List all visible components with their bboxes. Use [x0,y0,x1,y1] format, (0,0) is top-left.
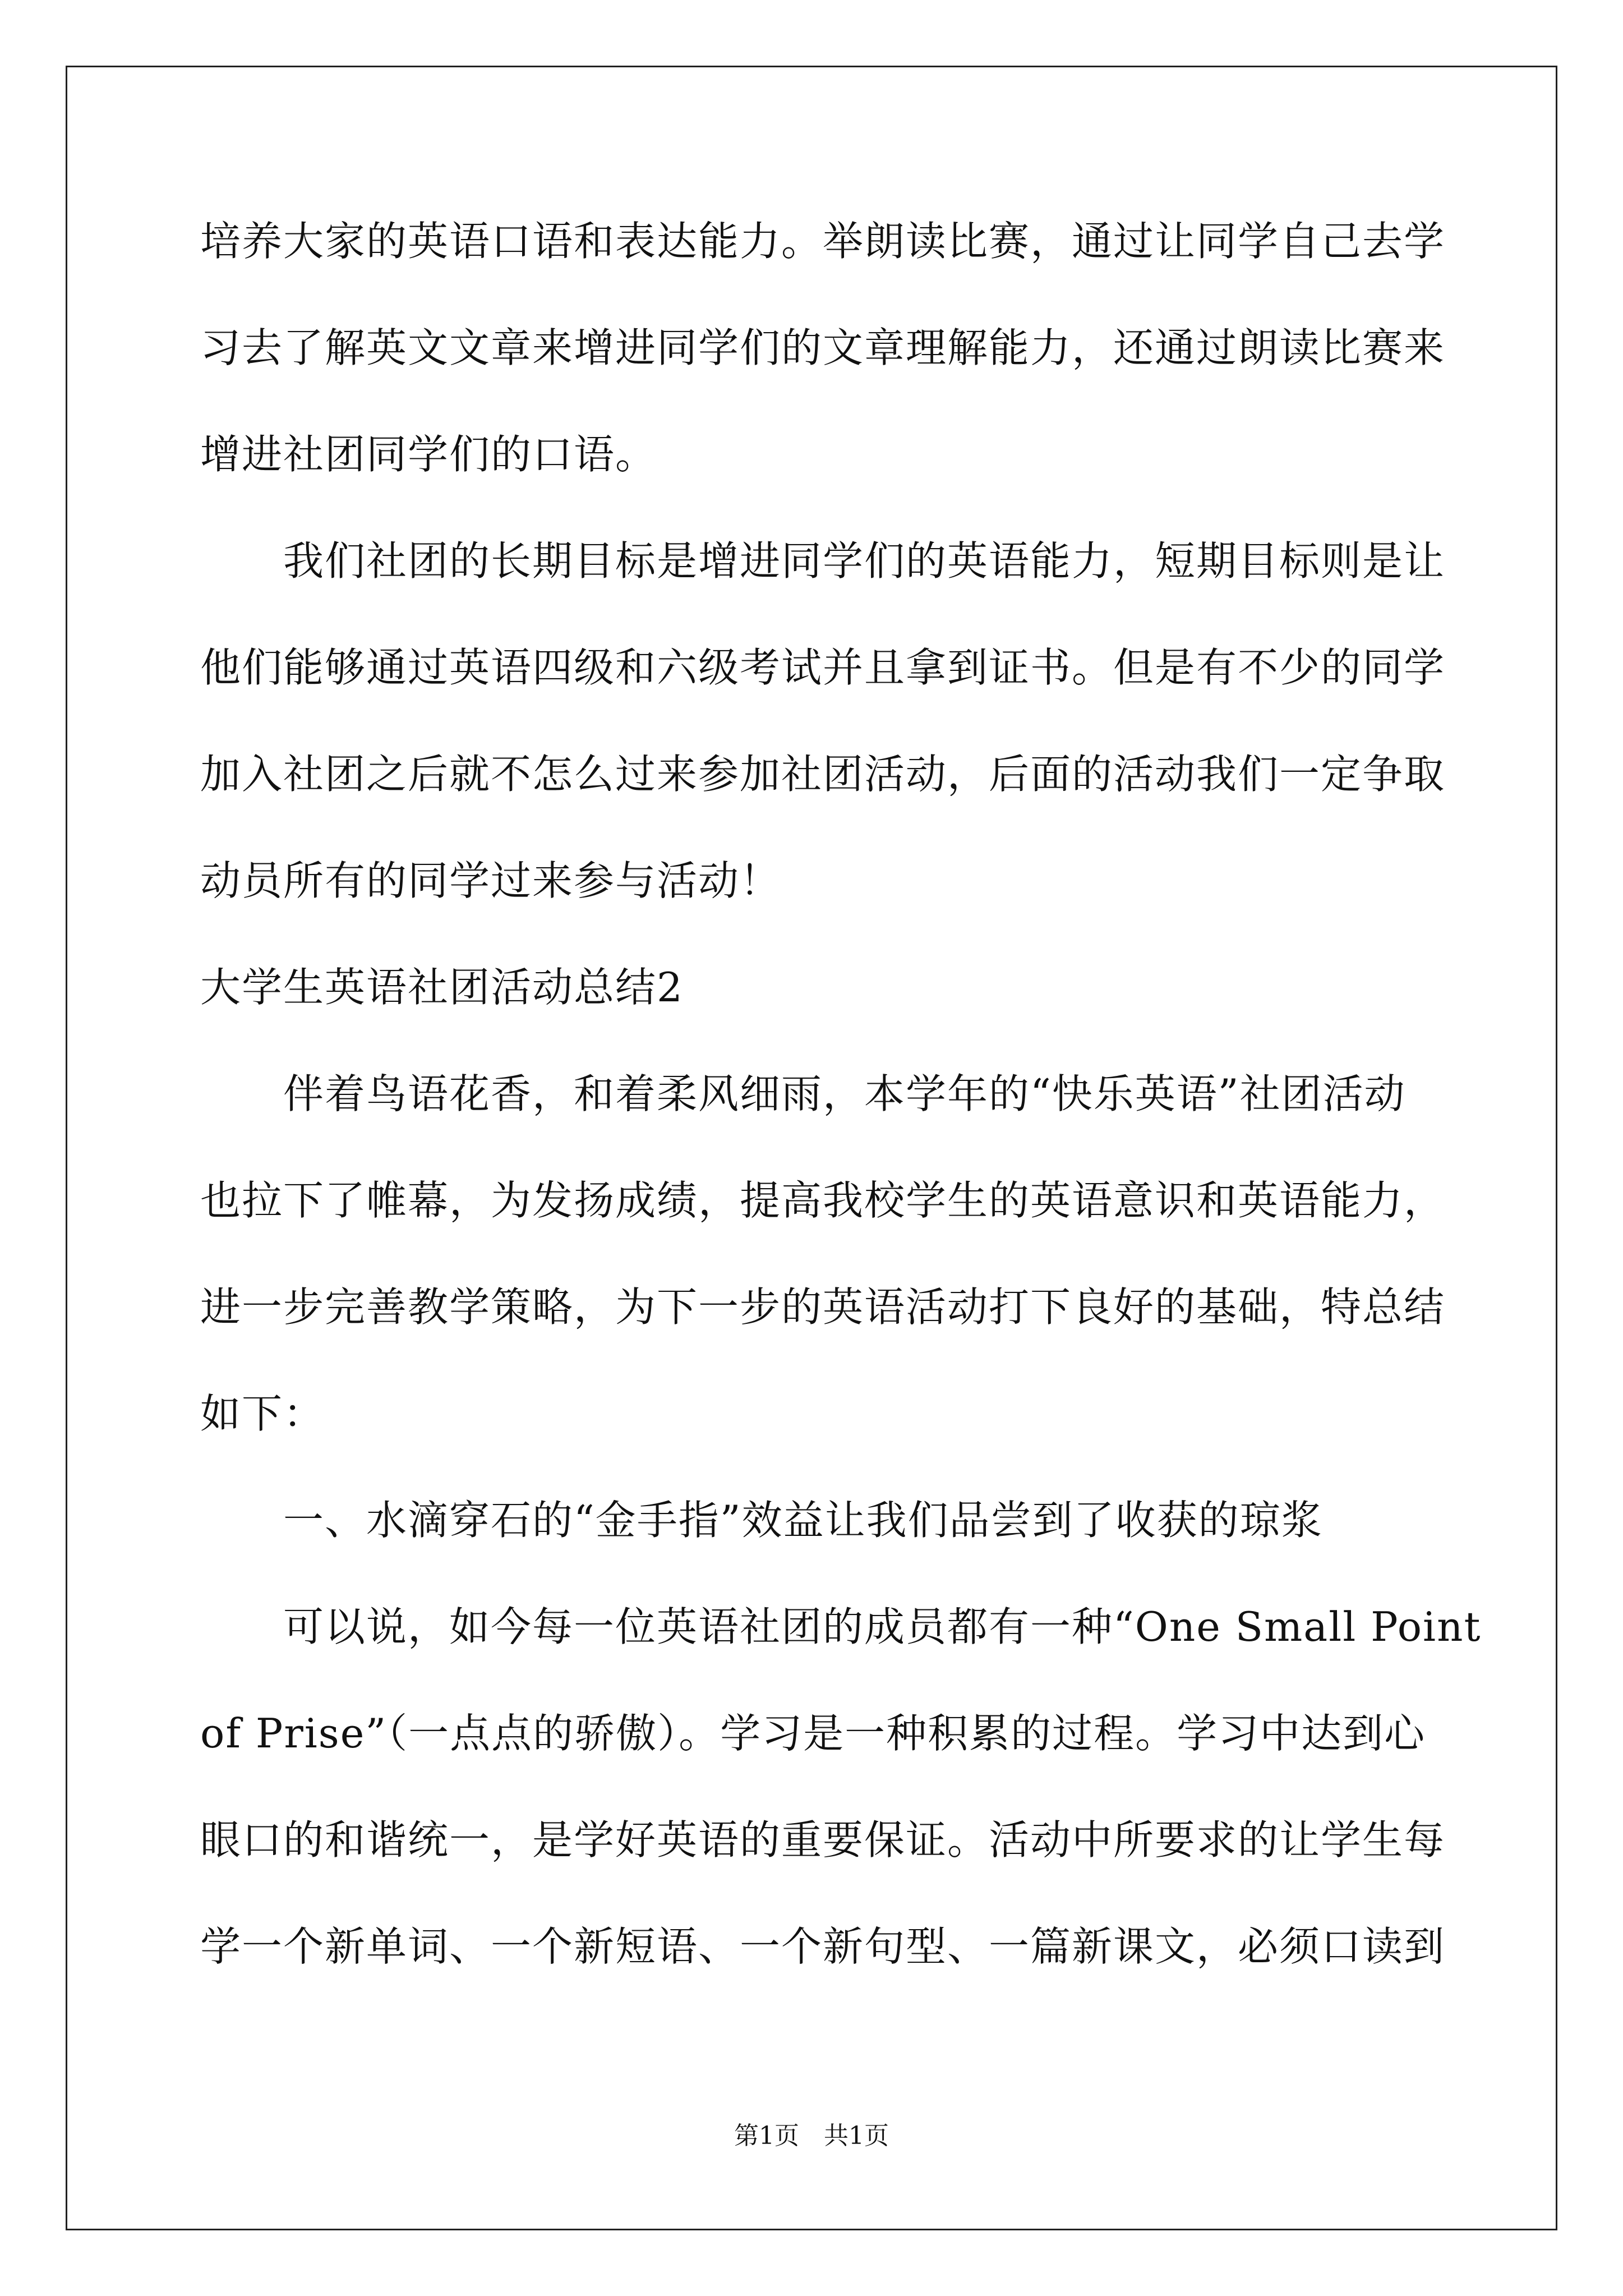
section-heading: 大学生英语社团活动总结2 [200,964,684,1011]
text-line: 如下： [200,1390,325,1437]
text-line: 我们社团的长期目标是增进同学们的英语能力，短期目标则是让 [200,537,1446,585]
subheading-line: 一、水滴穿石的“金手指”效益让我们品尝到了收获的琼浆 [200,1497,1323,1544]
text-line: 眼口的和谐统一，是学好英语的重要保证。活动中所要求的让学生每 [200,1816,1446,1864]
text-line: 学一个新单词、一个新短语、一个新句型、一篇新课文，必须口读到 [200,1923,1446,1970]
text-line: 培养大家的英语口语和表达能力。举朗读比赛，通过让同学自己去学 [200,218,1446,265]
text-line: 他们能够通过英语四级和六级考试并且拿到证书。但是有不少的同学 [200,644,1446,691]
text-line: of Prise”（一点点的骄傲）。学习是一种积累的过程。学习中达到心 [200,1710,1426,1757]
page-border [66,66,1557,2230]
text-line: 增进社团同学们的口语。 [200,431,657,478]
text-line: 动员所有的同学过来参与活动！ [200,857,782,904]
text-line: 加入社团之后就不怎么过来参加社团活动，后面的活动我们一定争取 [200,751,1446,798]
text-line: 可以说，如今每一位英语社团的成员都有一种“One Small Point [200,1603,1482,1650]
page-number-footer: 第1页 共1页 [734,2122,889,2150]
text-line: 伴着鸟语花香，和着柔风细雨，本学年的“快乐英语”社团活动 [200,1070,1406,1117]
text-line: 进一步完善教学策略，为下一步的英语活动打下良好的基础，特总结 [200,1283,1446,1331]
text-line: 也拉下了帷幕，为发扬成绩，提高我校学生的英语意识和英语能力， [200,1177,1446,1224]
text-line: 习去了解英文文章来增进同学们的文章理解能力，还通过朗读比赛来 [200,324,1446,371]
